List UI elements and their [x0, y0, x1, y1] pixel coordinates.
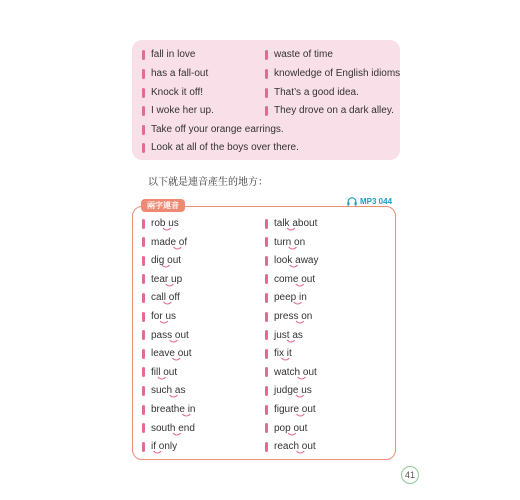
linking-word-text: such as: [151, 385, 185, 396]
phrase-item: [142, 105, 214, 116]
phrase-item: [142, 142, 299, 153]
bullet-bar: [142, 405, 145, 415]
bullet-bar: [142, 106, 145, 116]
phrase-item: [142, 87, 203, 98]
linking-word-item: [142, 311, 176, 322]
linking-word-text: watch out: [274, 367, 317, 378]
linking-word-item: [265, 348, 292, 359]
linking-word-text: figure out: [274, 404, 316, 415]
audio-track-text: MP3 044: [360, 197, 393, 206]
bullet-bar: [142, 237, 145, 247]
linking-word-text: judge us: [274, 385, 312, 396]
bullet-bar: [265, 219, 268, 229]
audio-track-label: [347, 197, 392, 206]
linking-word-item: [265, 292, 307, 303]
bullet-bar: [265, 88, 268, 98]
linking-word-item: [142, 348, 192, 359]
linking-word-text: pass out: [151, 330, 189, 341]
linking-word-item: [142, 255, 181, 266]
linking-word-text: south end: [151, 423, 195, 434]
phrase-item: [142, 68, 208, 79]
linking-word-item: [265, 255, 319, 266]
linking-word-item: [142, 292, 180, 303]
linking-word-text: leave out: [151, 348, 192, 359]
linking-word-text: fix it: [274, 348, 292, 359]
bullet-bar: [142, 125, 145, 135]
linking-word-text: for us: [151, 311, 176, 322]
linking-word-text: rob us: [151, 218, 179, 229]
linking-word-item: [265, 237, 305, 248]
bullet-bar: [142, 349, 145, 359]
linking-word-item: [142, 218, 179, 229]
bullet-bar: [142, 367, 145, 377]
bullet-bar: [142, 69, 145, 79]
bullet-bar: [142, 50, 145, 60]
bullet-bar: [142, 88, 145, 98]
phrase-text: has a fall-out: [151, 68, 209, 79]
linking-word-text: turn on: [274, 237, 305, 248]
linking-word-text: if only: [151, 441, 177, 452]
bullet-bar: [265, 50, 268, 60]
linking-word-item: [142, 330, 189, 341]
linking-word-text: pop out: [274, 423, 307, 434]
bullet-bar: [265, 423, 268, 433]
linking-word-item: [265, 404, 316, 415]
bullet-bar: [142, 256, 145, 266]
linking-word-text: call off: [151, 292, 180, 303]
phrase-text: fall in love: [151, 49, 196, 60]
bullet-bar: [265, 256, 268, 266]
linking-word-text: reach out: [274, 441, 316, 452]
linking-word-item: [265, 274, 315, 285]
linking-word-text: press on: [274, 311, 312, 322]
bullet-bar: [142, 219, 145, 229]
bullet-bar: [142, 442, 145, 452]
linking-word-text: dig out: [151, 255, 181, 266]
linking-word-item: [142, 423, 195, 434]
linking-word-item: [265, 330, 303, 341]
bullet-bar: [265, 386, 268, 396]
linking-word-text: fill out: [151, 367, 177, 378]
linking-word-text: peep in: [274, 292, 307, 303]
phrase-text: That’s a good idea.: [274, 87, 359, 98]
bullet-bar: [142, 274, 145, 284]
phrase-item: [265, 49, 333, 60]
bullet-bar: [265, 330, 268, 340]
bullet-bar: [265, 106, 268, 116]
bullet-bar: [142, 293, 145, 303]
phrase-item: [265, 105, 394, 116]
linking-word-text: look away: [274, 255, 319, 266]
bullet-bar: [265, 237, 268, 247]
bullet-bar: [265, 293, 268, 303]
bullet-bar: [142, 143, 145, 153]
linking-word-text: made of: [151, 237, 187, 248]
phrase-text: Knock it off!: [151, 87, 204, 98]
phrase-item: [265, 87, 359, 98]
bullet-bar: [142, 386, 145, 396]
linking-word-item: [142, 367, 177, 378]
linking-word-item: [265, 385, 312, 396]
phrase-item: [142, 124, 284, 135]
bullet-bar: [265, 312, 268, 322]
phrase-text: Take off your orange earrings.: [151, 124, 284, 135]
phrase-text: I woke her up.: [151, 105, 214, 116]
linking-word-item: [142, 441, 177, 452]
bullet-bar: [265, 442, 268, 452]
section-tab: 兩字連音: [141, 199, 185, 212]
section-intro: 以下就是連音產生的地方：: [148, 177, 268, 188]
linking-word-item: [142, 385, 185, 396]
linking-word-item: [265, 441, 316, 452]
phrase-text: They drove on a dark alley.: [274, 105, 394, 116]
phrase-text: knowledge of English idioms: [274, 68, 401, 79]
linking-word-item: [142, 274, 182, 285]
bullet-bar: [265, 349, 268, 359]
page-number: 41: [401, 466, 419, 484]
phrase-text: Look at all of the boys over there.: [151, 142, 299, 153]
linking-word-item: [142, 404, 196, 415]
bullet-bar: [265, 69, 268, 79]
bullet-bar: [142, 330, 145, 340]
bullet-bar: [142, 312, 145, 322]
headphones-icon: [347, 197, 357, 206]
linking-word-item: [265, 218, 317, 229]
linking-word-text: tear up: [151, 274, 182, 285]
linking-word-text: just as: [274, 330, 303, 341]
bullet-bar: [265, 405, 268, 415]
phrase-text: waste of time: [274, 49, 333, 60]
linking-word-text: talk about: [274, 218, 317, 229]
phrase-item: [265, 68, 400, 79]
bullet-bar: [265, 367, 268, 377]
linking-word-item: [265, 423, 307, 434]
linking-word-item: [265, 311, 312, 322]
bullet-bar: [265, 274, 268, 284]
linking-word-text: come out: [274, 274, 315, 285]
bullet-bar: [142, 423, 145, 433]
linking-word-item: [142, 237, 187, 248]
linking-word-text: breathe in: [151, 404, 196, 415]
phrase-item: [142, 49, 195, 60]
linking-word-item: [265, 367, 317, 378]
